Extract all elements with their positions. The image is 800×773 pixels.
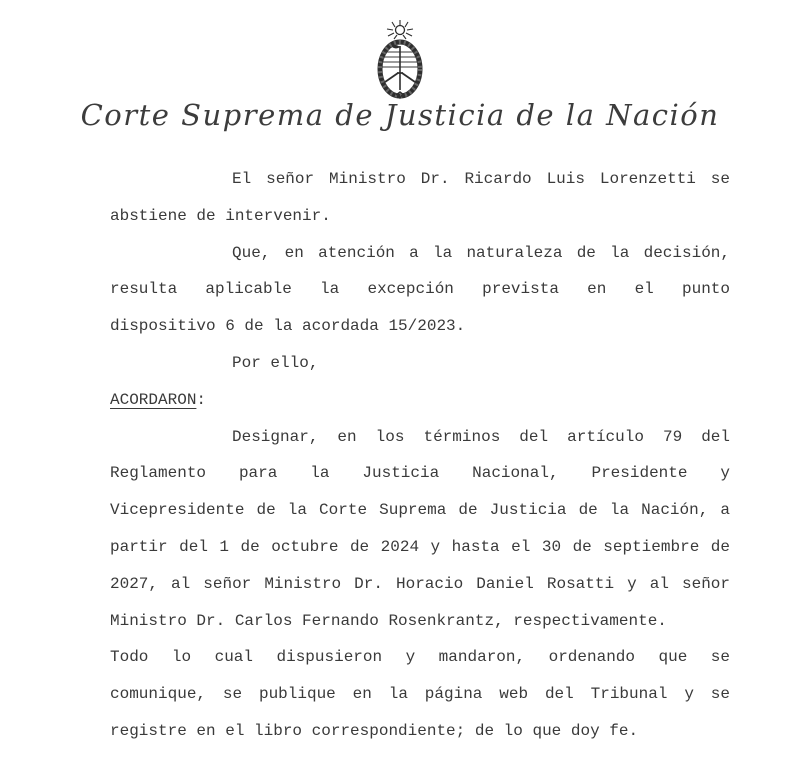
document-line: 2027, al señor Ministro Dr. Horacio Daniel Rosatti y al señor	[110, 574, 730, 593]
document-line: Designar, en los términos del artículo 79 del	[232, 427, 730, 446]
document-line: Ministro Dr. Carlos Fernando Rosenkrantz, respectivamente.	[110, 611, 667, 630]
document-line: Que, en atención a la naturaleza de la decisión,	[232, 243, 730, 262]
crest-container	[0, 20, 800, 107]
document-line: comunique, se publique en la página web del Tribunal y se	[110, 685, 730, 704]
document-line: Por ello,	[232, 353, 319, 372]
document-line: ACORDARON:	[110, 390, 207, 409]
document-line: resulta aplicable la excepción prevista en el punto	[110, 280, 730, 299]
argentina-coat-of-arms-icon	[368, 20, 432, 102]
document-line: dispositivo 6 de la acordada 15/2023.	[110, 317, 466, 336]
letterhead-title: Corte Suprema de Justicia de la Nación	[80, 98, 720, 132]
underlined-heading: ACORDARON	[110, 390, 197, 409]
document-line: Reglamento para la Justicia Nacional, Presidente y	[110, 464, 730, 483]
document-line: El señor Ministro Dr. Ricardo Luis Lorenzetti se	[232, 170, 730, 188]
document-body	[110, 161, 730, 750]
document-line: registre en el libro correspondiente; de lo que doy fe.	[110, 721, 639, 740]
document-line: partir del 1 de octubre de 2024 y hasta el 30 de septiembre de	[110, 537, 730, 556]
document-line: Vicepresidente de la Corte Suprema de Justicia de la Nación, a	[110, 501, 730, 520]
document-line: Todo lo cual dispusieron y mandaron, ordenando que se	[110, 648, 730, 667]
document-line: abstiene de intervenir.	[110, 206, 331, 225]
